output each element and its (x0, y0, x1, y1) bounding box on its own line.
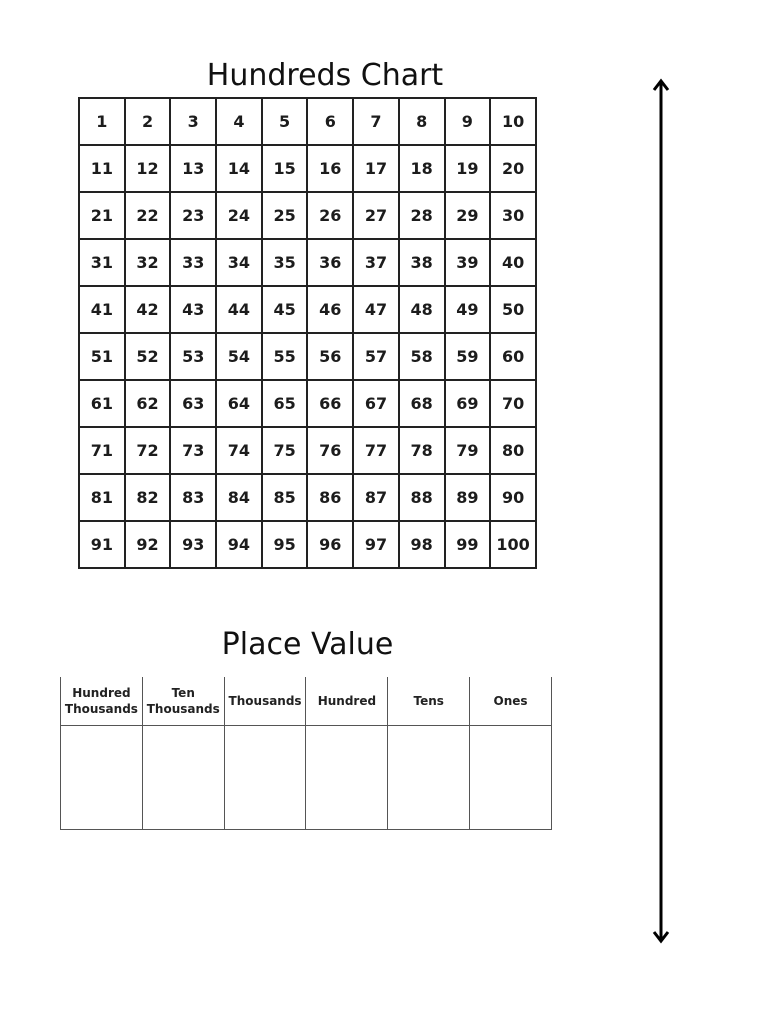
hundreds-chart-cell: 9 (445, 98, 491, 145)
hundreds-chart-cell: 68 (399, 380, 445, 427)
hundreds-chart-cell: 76 (307, 427, 353, 474)
hundreds-chart-cell: 27 (353, 192, 399, 239)
hundreds-chart-cell: 21 (79, 192, 125, 239)
hundreds-chart-cell: 57 (353, 333, 399, 380)
hundreds-chart-cell: 60 (490, 333, 536, 380)
hundreds-chart-cell: 23 (170, 192, 216, 239)
hundreds-chart-cell: 5 (262, 98, 308, 145)
hundreds-chart-cell: 71 (79, 427, 125, 474)
hundreds-chart-cell: 66 (307, 380, 353, 427)
hundreds-chart-cell: 70 (490, 380, 536, 427)
hundreds-chart-cell: 1 (79, 98, 125, 145)
hundreds-chart-cell: 46 (307, 286, 353, 333)
hundreds-chart-cell: 2 (125, 98, 171, 145)
hundreds-chart-cell: 42 (125, 286, 171, 333)
hundreds-chart-cell: 13 (170, 145, 216, 192)
hundreds-chart-cell: 78 (399, 427, 445, 474)
hundreds-chart-cell: 84 (216, 474, 262, 521)
hundreds-chart-row (79, 192, 536, 239)
hundreds-chart-cell: 34 (216, 239, 262, 286)
hundreds-chart-cell: 87 (353, 474, 399, 521)
hundreds-chart-cell: 94 (216, 521, 262, 568)
hundreds-chart-cell: 55 (262, 333, 308, 380)
hundreds-chart-grid (78, 97, 537, 569)
place-value-header-label: Thousands (146, 702, 220, 716)
hundreds-chart-row (79, 145, 536, 192)
hundreds-chart-cell: 58 (399, 333, 445, 380)
hundreds-chart-cell: 31 (79, 239, 125, 286)
place-value-column-header (61, 677, 143, 726)
place-value-header (61, 677, 552, 726)
place-value-header-label: Ten (171, 686, 195, 700)
hundreds-chart-cell: 17 (353, 145, 399, 192)
hundreds-chart-row (79, 474, 536, 521)
hundreds-chart-cell: 95 (262, 521, 308, 568)
hundreds-chart-cell: 86 (307, 474, 353, 521)
hundreds-chart-cell: 52 (125, 333, 171, 380)
hundreds-chart-cell: 30 (490, 192, 536, 239)
hundreds-chart-cell: 88 (399, 474, 445, 521)
place-value-answer-row (61, 726, 552, 830)
hundreds-chart-cell: 4 (216, 98, 262, 145)
hundreds-chart-cell: 22 (125, 192, 171, 239)
place-value-body (61, 726, 552, 830)
place-value-answer-cell[interactable] (306, 726, 388, 830)
hundreds-chart-cell: 37 (353, 239, 399, 286)
hundreds-chart-cell: 12 (125, 145, 171, 192)
hundreds-chart-cell: 73 (170, 427, 216, 474)
place-value-column-header (224, 677, 306, 726)
hundreds-chart-cell: 93 (170, 521, 216, 568)
hundreds-chart-cell: 36 (307, 239, 353, 286)
place-value-column-header (306, 677, 388, 726)
place-value-header-label: Hundred (72, 686, 131, 700)
hundreds-chart-cell: 54 (216, 333, 262, 380)
hundreds-chart-cell: 19 (445, 145, 491, 192)
hundreds-chart-cell: 77 (353, 427, 399, 474)
hundreds-chart-cell: 28 (399, 192, 445, 239)
place-value-header-label: Ones (493, 694, 528, 708)
hundreds-chart-cell: 38 (399, 239, 445, 286)
place-value-answer-cell[interactable] (224, 726, 306, 830)
hundreds-chart-cell: 41 (79, 286, 125, 333)
hundreds-chart-cell: 50 (490, 286, 536, 333)
hundreds-chart-body (79, 98, 536, 568)
hundreds-chart-cell: 89 (445, 474, 491, 521)
hundreds-chart-cell: 51 (79, 333, 125, 380)
double-headed-vertical-arrow-icon (650, 76, 672, 946)
place-value-answer-cell[interactable] (61, 726, 143, 830)
hundreds-chart-cell: 79 (445, 427, 491, 474)
hundreds-chart-cell: 97 (353, 521, 399, 568)
hundreds-chart-cell: 53 (170, 333, 216, 380)
hundreds-chart-cell: 69 (445, 380, 491, 427)
hundreds-chart-cell: 81 (79, 474, 125, 521)
hundreds-chart-cell: 29 (445, 192, 491, 239)
hundreds-chart-cell: 92 (125, 521, 171, 568)
hundreds-chart-cell: 7 (353, 98, 399, 145)
hundreds-chart-cell: 91 (79, 521, 125, 568)
place-value-column-header (142, 677, 224, 726)
place-value-column-header (388, 677, 470, 726)
hundreds-chart-row (79, 380, 536, 427)
hundreds-chart-cell: 85 (262, 474, 308, 521)
hundreds-chart-cell: 83 (170, 474, 216, 521)
hundreds-chart-cell: 26 (307, 192, 353, 239)
hundreds-chart-cell: 64 (216, 380, 262, 427)
hundreds-chart-cell: 14 (216, 145, 262, 192)
hundreds-chart-cell: 59 (445, 333, 491, 380)
hundreds-chart-cell: 40 (490, 239, 536, 286)
hundreds-chart-cell: 33 (170, 239, 216, 286)
hundreds-chart-cell: 39 (445, 239, 491, 286)
hundreds-chart-row (79, 239, 536, 286)
hundreds-chart-cell: 63 (170, 380, 216, 427)
hundreds-chart-cell: 75 (262, 427, 308, 474)
hundreds-chart-title: Hundreds Chart (206, 58, 444, 93)
hundreds-chart-cell: 6 (307, 98, 353, 145)
hundreds-chart-cell: 80 (490, 427, 536, 474)
hundreds-chart-cell: 10 (490, 98, 536, 145)
hundreds-chart-row (79, 521, 536, 568)
hundreds-chart-cell: 82 (125, 474, 171, 521)
hundreds-chart-cell: 49 (445, 286, 491, 333)
hundreds-chart-cell: 47 (353, 286, 399, 333)
hundreds-chart-cell: 61 (79, 380, 125, 427)
place-value-header-label: Hundred (317, 694, 377, 708)
hundreds-chart-cell: 25 (262, 192, 308, 239)
hundreds-chart-cell: 44 (216, 286, 262, 333)
hundreds-chart-cell: 98 (399, 521, 445, 568)
hundreds-chart-cell: 16 (307, 145, 353, 192)
place-value-answer-cell[interactable] (142, 726, 224, 830)
place-value-table (60, 677, 552, 830)
hundreds-chart-cell: 8 (399, 98, 445, 145)
hundreds-chart-cell: 43 (170, 286, 216, 333)
hundreds-chart-cell: 56 (307, 333, 353, 380)
place-value-header-label: Thousands (64, 702, 138, 716)
place-value-answer-cell[interactable] (388, 726, 470, 830)
place-value-answer-cell[interactable] (470, 726, 552, 830)
hundreds-chart-cell: 62 (125, 380, 171, 427)
hundreds-chart-cell: 20 (490, 145, 536, 192)
hundreds-chart-row (79, 286, 536, 333)
place-value-column-header (470, 677, 552, 726)
hundreds-chart-cell: 48 (399, 286, 445, 333)
hundreds-chart-cell: 99 (445, 521, 491, 568)
hundreds-chart-cell: 72 (125, 427, 171, 474)
hundreds-chart-cell: 90 (490, 474, 536, 521)
hundreds-chart-cell: 35 (262, 239, 308, 286)
hundreds-chart-cell: 11 (79, 145, 125, 192)
hundreds-chart-row (79, 333, 536, 380)
hundreds-chart-cell: 67 (353, 380, 399, 427)
place-value-header-row (61, 677, 552, 726)
hundreds-chart-cell: 74 (216, 427, 262, 474)
hundreds-chart-cell: 15 (262, 145, 308, 192)
hundreds-chart-cell: 45 (262, 286, 308, 333)
hundreds-chart-cell: 96 (307, 521, 353, 568)
place-value-header-label: Tens (413, 694, 444, 708)
hundreds-chart-row (79, 427, 536, 474)
hundreds-chart-row (79, 98, 536, 145)
hundreds-chart-cell: 24 (216, 192, 262, 239)
hundreds-chart-cell: 18 (399, 145, 445, 192)
place-value-title: Place Value (221, 627, 394, 662)
hundreds-chart-cell: 65 (262, 380, 308, 427)
place-value-header-label: Thousands (228, 694, 302, 708)
hundreds-chart-cell: 100 (490, 521, 536, 568)
hundreds-chart-cell: 3 (170, 98, 216, 145)
hundreds-chart-cell: 32 (125, 239, 171, 286)
